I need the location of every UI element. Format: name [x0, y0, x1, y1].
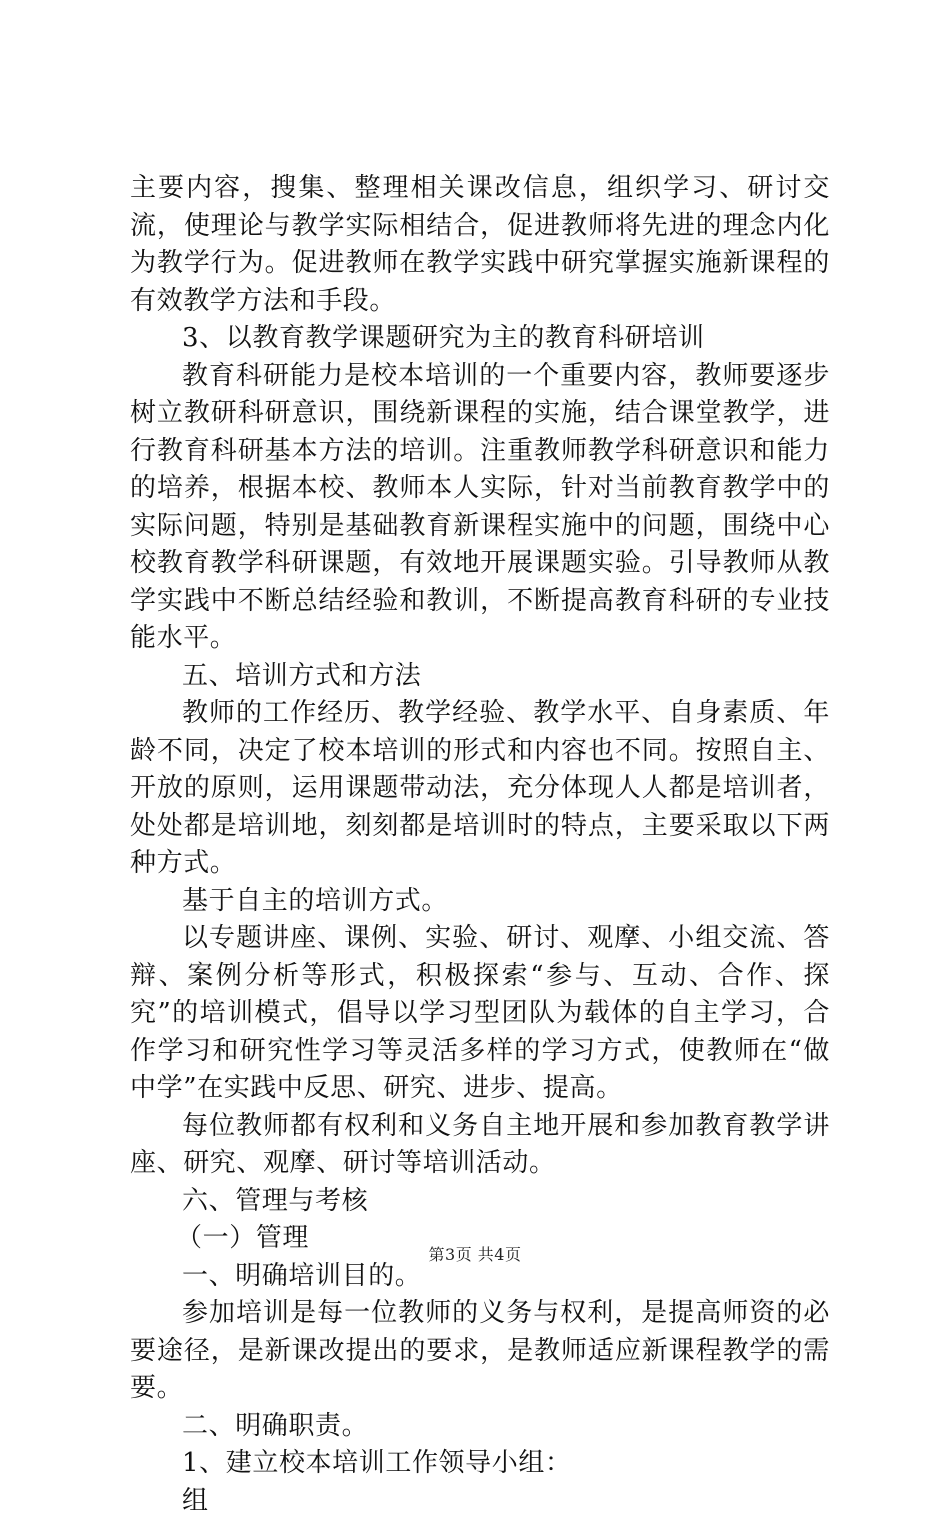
section-heading-5: 五、培训方式和方法: [130, 658, 830, 696]
page-number-footer: 第3页 共4页: [0, 1242, 950, 1265]
paragraph-8: 每位教师都有权利和义务自主地开展和参加教育教学讲座、研究、观摩、研讨等培训活动。: [130, 1108, 830, 1183]
section-heading-6: 六、管理与考核: [130, 1183, 830, 1221]
paragraph-2-heading: 3、以教育教学课题研究为主的教育科研培训: [130, 320, 830, 358]
item-heading-2: 二、明确职责。: [130, 1408, 830, 1446]
paragraph-6-subheading: 基于自主的培训方式。: [130, 883, 830, 921]
paragraph-12: 参加培训是每一位教师的义务与权利，是提高师资的必要途径，是新课改提出的要求，是教师适应新课程教学的需要。: [130, 1295, 830, 1408]
item-heading-2-1: 1、建立校本培训工作领导小组：: [130, 1445, 830, 1483]
paragraph-7: 以专题讲座、课例、实验、研讨、观摩、小组交流、答辩、案例分析等形式，积极探索“参与、互动、合作、探究”的培训模式，倡导以学习型团队为载体的自主学习，合作学习和研究性学习等灵活多样的学习方式，使教师在“做中学”在实践中反思、研究、进步、提高。: [130, 920, 830, 1108]
paragraph-3: 教育科研能力是校本培训的一个重要内容，教师要逐步树立教研科研意识，围绕新课程的实施，结合课堂教学，进行教育科研基本方法的培训。注重教师教学科研意识和能力的培养，根据本校、教师本人实际，针对当前教育教学中的实际问题，特别是基础教育新课程实施中的问题，围绕中心校教育教学科研课题，有效地开展课题实验。引导教师从教学实践中不断总结经验和教训，不断提高教育科研的专业技能水平。: [130, 358, 830, 658]
paragraph-1: 主要内容，搜集、整理相关课改信息，组织学习、研讨交流，使理论与教学实际相结合，促进教师将先进的理念内化为教学行为。促进教师在教学实践中研究掌握实施新课程的有效教学方法和手段。: [130, 170, 830, 320]
paragraph-15: 组: [130, 1483, 830, 1520]
document-body: [130, 170, 830, 1520]
item-heading-1: 一、明确培训目的。: [130, 1258, 830, 1296]
paragraph-5: 教师的工作经历、教学经验、教学水平、自身素质、年龄不同，决定了校本培训的形式和内容也不同。按照自主、开放的原则，运用课题带动法，充分体现人人都是培训者，处处都是培训地，刻刻都是培训时的特点，主要采取以下两种方式。: [130, 695, 830, 883]
subsection-heading-management: （一）管理: [130, 1220, 830, 1258]
